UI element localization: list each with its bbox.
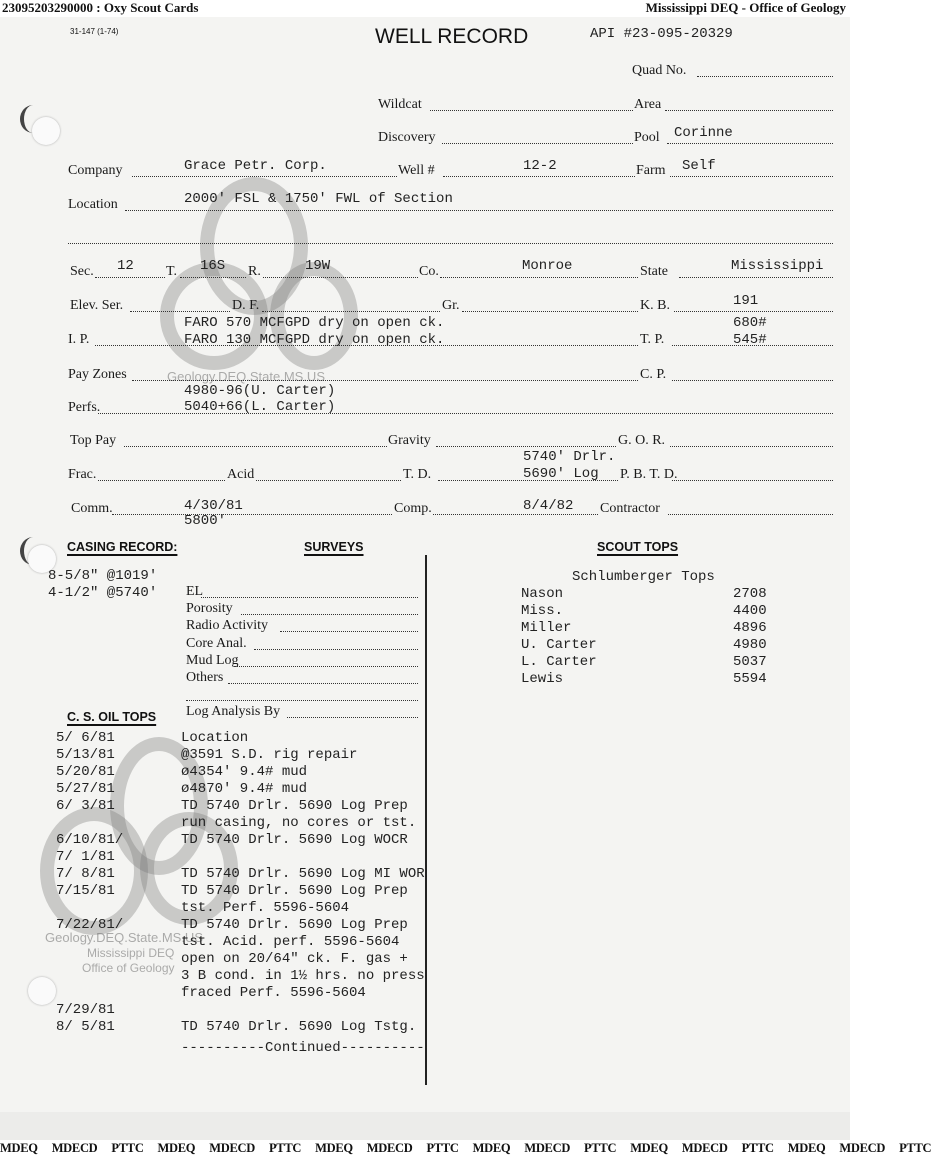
ip-value-line1: FARO 570 MCFGPD dry on open ck. bbox=[184, 315, 445, 331]
footer-agency: PTTC bbox=[111, 1141, 144, 1155]
county-field bbox=[440, 277, 638, 278]
comp-value: 8/4/82 bbox=[523, 498, 574, 514]
location-value: 2000' FSL & 1750' FWL of Section bbox=[184, 191, 453, 207]
scout-top-depth: 4980 bbox=[733, 637, 767, 653]
scout-top-name: L. Carter bbox=[521, 654, 597, 670]
oil-top-note: open on 20/64" ck. F. gas + bbox=[181, 951, 408, 967]
punch-hole bbox=[32, 117, 60, 145]
survey-label: Radio Activity bbox=[186, 618, 269, 634]
r-field bbox=[263, 277, 418, 278]
elev-ser-label: Elev. Ser. bbox=[70, 298, 124, 313]
state-value: Mississippi bbox=[731, 258, 824, 274]
perfs-value-line1: 4980-96(U. Carter) bbox=[184, 383, 336, 399]
oil-top-date: 7/15/81 bbox=[56, 883, 115, 899]
farm-value: Self bbox=[682, 158, 716, 174]
oil-top-date: 7/22/81/ bbox=[56, 917, 124, 933]
t-label: T. bbox=[166, 264, 178, 279]
discovery-label: Discovery bbox=[378, 130, 436, 145]
contractor-field bbox=[668, 514, 833, 515]
county-label: Co. bbox=[419, 264, 439, 279]
oil-top-note: @3591 S.D. rig repair bbox=[181, 747, 358, 763]
oil-top-date: 8/ 5/81 bbox=[56, 1019, 115, 1035]
quad-no-field bbox=[697, 76, 833, 77]
oil-top-note: TD 5740 Drlr. 5690 Log WOCR bbox=[181, 832, 408, 848]
oil-top-date: 7/ 8/81 bbox=[56, 866, 115, 882]
survey-label: Log Analysis By bbox=[186, 704, 281, 720]
scout-top-name: Nason bbox=[521, 586, 564, 602]
footer-agency: PTTC bbox=[426, 1141, 459, 1155]
footer-agency: PTTC bbox=[268, 1141, 302, 1155]
location-field-line2 bbox=[68, 243, 833, 244]
sec-value: 12 bbox=[117, 258, 134, 274]
footer-agency: MDEQ bbox=[630, 1141, 668, 1155]
area-field bbox=[665, 110, 833, 111]
ip-value-line2: FARO 130 MCFGPD dry on open ck. bbox=[184, 332, 445, 348]
scout-top-name: Miss. bbox=[521, 603, 564, 619]
kb-label: K. B. bbox=[640, 298, 670, 313]
scout-tops-heading: SCOUT TOPS bbox=[597, 540, 679, 554]
frac-label: Frac. bbox=[68, 467, 97, 482]
pool-field bbox=[667, 143, 833, 144]
t-value: 16S bbox=[200, 258, 226, 274]
farm-label: Farm bbox=[636, 163, 666, 178]
gr-field bbox=[462, 311, 638, 312]
contractor-label: Contractor bbox=[600, 501, 660, 516]
oil-top-note: ø4354' 9.4# mud bbox=[181, 764, 308, 780]
oil-top-date: 5/ 6/81 bbox=[56, 730, 115, 746]
tp-value-line2: 545# bbox=[733, 332, 767, 348]
r-label: R. bbox=[248, 264, 261, 279]
oil-top-date: 6/10/81/ bbox=[56, 832, 124, 848]
pay-zones-field bbox=[132, 380, 638, 381]
form-number: 31-147 (1-74) bbox=[70, 27, 119, 36]
oil-top-date: 7/29/81 bbox=[56, 1002, 115, 1018]
survey-label: Core Anal. bbox=[186, 635, 247, 651]
comm-value-line1: 4/30/81 bbox=[184, 498, 243, 514]
survey-field bbox=[241, 614, 418, 615]
oil-top-note: TD 5740 Drlr. 5690 Log Prep bbox=[181, 798, 408, 814]
td-value-line2: 5690' Log bbox=[523, 466, 599, 482]
pbtd-label: P. B. T. D. bbox=[620, 467, 678, 482]
cp-field bbox=[672, 380, 833, 381]
oil-top-note: TD 5740 Drlr. 5690 Log Prep bbox=[181, 917, 408, 933]
scanned-well-record-card bbox=[0, 17, 850, 1112]
kb-field bbox=[674, 311, 833, 312]
oil-top-date: 7/ 1/81 bbox=[56, 849, 115, 865]
kb-value: 191 bbox=[733, 293, 759, 309]
column-divider bbox=[425, 555, 427, 1085]
document-id-title: 23095203290000 : Oxy Scout Cards bbox=[2, 0, 199, 15]
area-label: Area bbox=[634, 97, 662, 112]
gravity-label: Gravity bbox=[388, 433, 431, 448]
elev-ser-field bbox=[130, 311, 230, 312]
survey-field bbox=[228, 683, 418, 684]
punch-hole bbox=[28, 977, 56, 1005]
df-label: D. F. bbox=[232, 298, 260, 313]
scout-top-depth: 2708 bbox=[733, 586, 767, 602]
scout-top-depth: 5037 bbox=[733, 654, 767, 670]
td-label: T. D. bbox=[403, 467, 432, 482]
oil-top-note: TD 5740 Drlr. 5690 Log Tstg. bbox=[181, 1019, 417, 1035]
comm-field bbox=[112, 514, 392, 515]
watermark-text: Mississippi DEQ bbox=[87, 946, 175, 960]
oil-top-note: ø4870' 9.4# mud bbox=[181, 781, 308, 797]
survey-field bbox=[254, 649, 418, 650]
state-field bbox=[679, 277, 833, 278]
footer-agency: MDEQ bbox=[787, 1141, 826, 1155]
watermark-text: Geology.DEQ.State.MS.US bbox=[167, 369, 325, 384]
pool-value: Corinne bbox=[674, 125, 733, 141]
scout-top-depth: 4400 bbox=[733, 603, 767, 619]
comm-label: Comm. bbox=[71, 501, 113, 516]
location-field bbox=[125, 210, 833, 211]
wildcat-label: Wildcat bbox=[378, 97, 422, 112]
tp-label: T. P. bbox=[640, 332, 665, 347]
top-pay-label: Top Pay bbox=[70, 433, 117, 448]
well-no-field bbox=[443, 176, 635, 177]
comp-field bbox=[433, 514, 598, 515]
well-no-label: Well # bbox=[398, 163, 435, 178]
df-field bbox=[262, 311, 440, 312]
oil-top-note: 3 B cond. in 1½ hrs. no press bbox=[181, 968, 425, 984]
tp-value-line1: 680# bbox=[733, 315, 767, 331]
frac-field bbox=[98, 480, 225, 481]
company-value: Grace Petr. Corp. bbox=[184, 158, 327, 174]
survey-label: Porosity bbox=[186, 601, 233, 617]
pbtd-field bbox=[672, 480, 833, 481]
cp-label: C. P. bbox=[640, 367, 667, 382]
acid-label: Acid bbox=[227, 467, 255, 482]
company-field bbox=[132, 176, 397, 177]
quad-no-label: Quad No. bbox=[632, 63, 687, 78]
casing-item: 8-5/8" @1019' bbox=[48, 568, 158, 584]
continued-marker: ----------Continued---------- bbox=[181, 1040, 425, 1056]
survey-field bbox=[201, 597, 418, 598]
gravity-field bbox=[436, 446, 616, 447]
sec-label: Sec. bbox=[70, 264, 94, 279]
oil-top-note: TD 5740 Drlr. 5690 Log Prep bbox=[181, 883, 408, 899]
scout-top-name: Lewis bbox=[521, 671, 564, 687]
location-label: Location bbox=[68, 197, 118, 212]
top-pay-field bbox=[124, 446, 387, 447]
oil-top-note: Location bbox=[181, 730, 249, 746]
pool-label: Pool bbox=[634, 130, 660, 145]
oil-top-date: 5/27/81 bbox=[56, 781, 115, 797]
td-value-line1: 5740' Drlr. bbox=[523, 449, 616, 465]
survey-field bbox=[234, 666, 418, 667]
scout-top-name: U. Carter bbox=[521, 637, 597, 653]
footer-agency: MDEQ bbox=[0, 1141, 38, 1155]
gr-label: Gr. bbox=[442, 298, 460, 313]
api-number: API #23-095-20329 bbox=[590, 26, 733, 42]
county-value: Monroe bbox=[522, 258, 573, 274]
footer-agency: PTTC bbox=[741, 1141, 774, 1155]
pay-zones-label: Pay Zones bbox=[68, 367, 127, 382]
well-no-value: 12-2 bbox=[523, 158, 557, 174]
footer-agency: MDECD bbox=[51, 1141, 98, 1155]
form-title: WELL RECORD bbox=[375, 25, 529, 48]
survey-field bbox=[280, 631, 418, 632]
ip-label: I. P. bbox=[68, 332, 90, 347]
watermark-text: Geology.DEQ.State.MS.US bbox=[45, 930, 203, 945]
footer-agency: MDEQ bbox=[472, 1141, 511, 1155]
gor-label: G. O. R. bbox=[618, 433, 666, 448]
scout-top-name: Miller bbox=[521, 620, 572, 636]
casing-item: 4-1/2" @5740' bbox=[48, 585, 158, 601]
source-title: Mississippi DEQ - Office of Geology bbox=[645, 0, 846, 15]
scout-top-depth: 5594 bbox=[733, 671, 767, 687]
footer-agency: MDECD bbox=[839, 1141, 886, 1155]
perfs-label: Perfs. bbox=[68, 400, 101, 415]
casing-record-heading: CASING RECORD: bbox=[67, 540, 178, 554]
footer-agency: PTTC bbox=[584, 1141, 617, 1155]
oil-top-date: 5/20/81 bbox=[56, 764, 115, 780]
t-field bbox=[180, 277, 246, 278]
oil-top-note: tst. Acid. perf. 5596-5604 bbox=[181, 934, 400, 950]
survey-label: EL bbox=[186, 584, 204, 599]
oil-tops-heading: C. S. OIL TOPS bbox=[67, 710, 157, 724]
comp-label: Comp. bbox=[394, 501, 432, 516]
footer-agency: MDEQ bbox=[315, 1141, 353, 1155]
farm-field bbox=[670, 176, 833, 177]
surveys-heading: SURVEYS bbox=[304, 540, 364, 554]
scout-tops-subheading: Schlumberger Tops bbox=[572, 569, 715, 585]
oil-top-note: run casing, no cores or tst. bbox=[181, 815, 417, 831]
gor-field bbox=[670, 446, 833, 447]
sec-field bbox=[95, 277, 165, 278]
footer-agency: MDECD bbox=[366, 1141, 413, 1155]
oil-top-note: tst. Perf. 5596-5604 bbox=[181, 900, 350, 916]
perfs-value-line2: 5040+66(L. Carter) bbox=[184, 399, 336, 415]
footer-strip bbox=[0, 1112, 850, 1140]
comm-value-line2: 5800' bbox=[184, 513, 227, 529]
oil-top-note: TD 5740 Drlr. 5690 Log MI WOR bbox=[181, 866, 425, 882]
wildcat-field bbox=[430, 110, 633, 111]
watermark-text: Office of Geology bbox=[82, 961, 175, 975]
r-value: 19W bbox=[305, 258, 331, 274]
oil-top-date: 5/13/81 bbox=[56, 747, 115, 763]
survey-field bbox=[186, 700, 418, 701]
footer-agency: PTTC bbox=[899, 1141, 932, 1155]
footer-agency: MDEQ bbox=[157, 1141, 196, 1155]
oil-top-date: 6/ 3/81 bbox=[56, 798, 115, 814]
scout-top-depth: 4896 bbox=[733, 620, 767, 636]
survey-label: Others bbox=[186, 670, 224, 685]
acid-field bbox=[256, 480, 401, 481]
company-label: Company bbox=[68, 163, 123, 178]
state-label: State bbox=[640, 264, 668, 279]
oil-top-note: fraced Perf. 5596-5604 bbox=[181, 985, 366, 1001]
footer-agency: MDECD bbox=[209, 1141, 255, 1155]
discovery-field bbox=[442, 143, 633, 144]
footer-agency: MDECD bbox=[681, 1141, 728, 1155]
survey-label: Mud Log bbox=[186, 652, 239, 668]
footer-agency: MDECD bbox=[524, 1141, 571, 1155]
survey-field bbox=[287, 717, 418, 718]
footer-agency-list bbox=[0, 1141, 932, 1160]
